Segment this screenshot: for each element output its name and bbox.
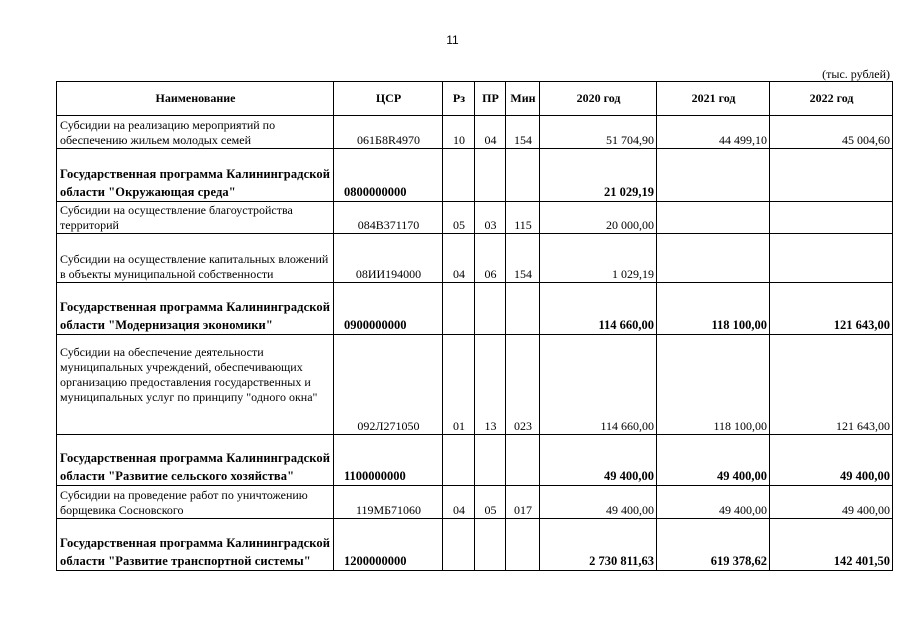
row-min: [506, 149, 540, 202]
row-min: 023: [506, 335, 540, 435]
row-2022: [770, 202, 893, 234]
header-pr: ПР: [475, 82, 506, 116]
row-2020: 114 660,00: [540, 335, 657, 435]
row-2021: 44 499,10: [657, 116, 770, 149]
header-2020: 2020 год: [540, 82, 657, 116]
row-rz: [443, 149, 475, 202]
table-row: [57, 486, 893, 519]
row-name: Государственная программа Калининградской области "Модернизация экономики": [57, 283, 334, 335]
row-csr: 084B371170: [334, 202, 443, 234]
program-row: [57, 149, 893, 202]
row-csr: 1100000000: [334, 435, 443, 486]
row-2022: 121 643,00: [770, 335, 893, 435]
row-rz: [443, 519, 475, 571]
row-csr: 061Б8R4970: [334, 116, 443, 149]
row-2022: 49 400,00: [770, 486, 893, 519]
row-2022: 49 400,00: [770, 435, 893, 486]
row-rz: 04: [443, 486, 475, 519]
row-pr: [475, 283, 506, 335]
row-name: Государственная программа Калининградской области "Развитие сельского хозяйства": [57, 435, 334, 486]
row-pr: 05: [475, 486, 506, 519]
row-name: Субсидии на обеспечение деятельности муниципальных учреждений, обеспечивающих организацию предоставления государственных и муниципальных услуг по принципу "одного окна": [57, 335, 334, 435]
row-2020: 114 660,00: [540, 283, 657, 335]
row-pr: 03: [475, 202, 506, 234]
row-2022: 121 643,00: [770, 283, 893, 335]
row-2021: [657, 234, 770, 283]
header-csr: ЦСР: [334, 82, 443, 116]
row-2020: 1 029,19: [540, 234, 657, 283]
row-2022: 142 401,50: [770, 519, 893, 571]
row-csr: 0900000000: [334, 283, 443, 335]
header-min: Мин: [506, 82, 540, 116]
row-2020: 2 730 811,63: [540, 519, 657, 571]
table-header-row: [57, 82, 893, 116]
row-2021: 118 100,00: [657, 335, 770, 435]
units-label: (тыс. рублей): [822, 67, 890, 81]
row-csr: 0800000000: [334, 149, 443, 202]
header-2021: 2021 год: [657, 82, 770, 116]
row-name: Субсидии на осуществление благоустройства территорий: [57, 202, 334, 234]
row-min: 115: [506, 202, 540, 234]
row-pr: 04: [475, 116, 506, 149]
row-2021: [657, 202, 770, 234]
budget-table: [56, 81, 893, 571]
row-2022: [770, 149, 893, 202]
row-2021: 49 400,00: [657, 435, 770, 486]
table-row: [57, 335, 893, 435]
row-rz: 05: [443, 202, 475, 234]
row-min: [506, 519, 540, 571]
row-min: 154: [506, 234, 540, 283]
header-rz: Рз: [443, 82, 475, 116]
header-2022: 2022 год: [770, 82, 893, 116]
row-csr: 119МБ71060: [334, 486, 443, 519]
table-row: [57, 234, 893, 283]
row-rz: [443, 283, 475, 335]
row-2020: 21 029,19: [540, 149, 657, 202]
row-name: Субсидии на осуществление капитальных вложений в объекты муниципальной собственности: [57, 234, 334, 283]
row-pr: [475, 149, 506, 202]
row-2022: [770, 234, 893, 283]
row-rz: [443, 435, 475, 486]
row-rz: 01: [443, 335, 475, 435]
row-2020: 49 400,00: [540, 435, 657, 486]
row-pr: 13: [475, 335, 506, 435]
row-min: 017: [506, 486, 540, 519]
row-csr: 092Л271050: [334, 335, 443, 435]
row-min: 154: [506, 116, 540, 149]
row-csr: 08ИИ194000: [334, 234, 443, 283]
row-pr: [475, 519, 506, 571]
program-row: [57, 435, 893, 486]
row-min: [506, 283, 540, 335]
row-2020: 20 000,00: [540, 202, 657, 234]
row-csr: 1200000000: [334, 519, 443, 571]
row-name: Субсидии на реализацию мероприятий по обеспечению жильем молодых семей: [57, 116, 334, 149]
row-name: Государственная программа Калининградской области "Окружающая среда": [57, 149, 334, 202]
row-name: Субсидии на проведение работ по уничтожению борщевика Сосновского: [57, 486, 334, 519]
row-name: Государственная программа Калининградской области "Развитие транспортной системы": [57, 519, 334, 571]
table-row: [57, 116, 893, 149]
row-2021: 619 378,62: [657, 519, 770, 571]
row-pr: [475, 435, 506, 486]
row-2022: 45 004,60: [770, 116, 893, 149]
header-name: Наименование: [57, 82, 334, 116]
program-row: [57, 283, 893, 335]
table-row: [57, 202, 893, 234]
row-2021: 118 100,00: [657, 283, 770, 335]
row-rz: 04: [443, 234, 475, 283]
row-2020: 49 400,00: [540, 486, 657, 519]
row-rz: 10: [443, 116, 475, 149]
row-2020: 51 704,90: [540, 116, 657, 149]
row-2021: [657, 149, 770, 202]
row-pr: 06: [475, 234, 506, 283]
program-row: [57, 519, 893, 571]
row-2021: 49 400,00: [657, 486, 770, 519]
row-min: [506, 435, 540, 486]
page-number: 11: [446, 33, 459, 47]
